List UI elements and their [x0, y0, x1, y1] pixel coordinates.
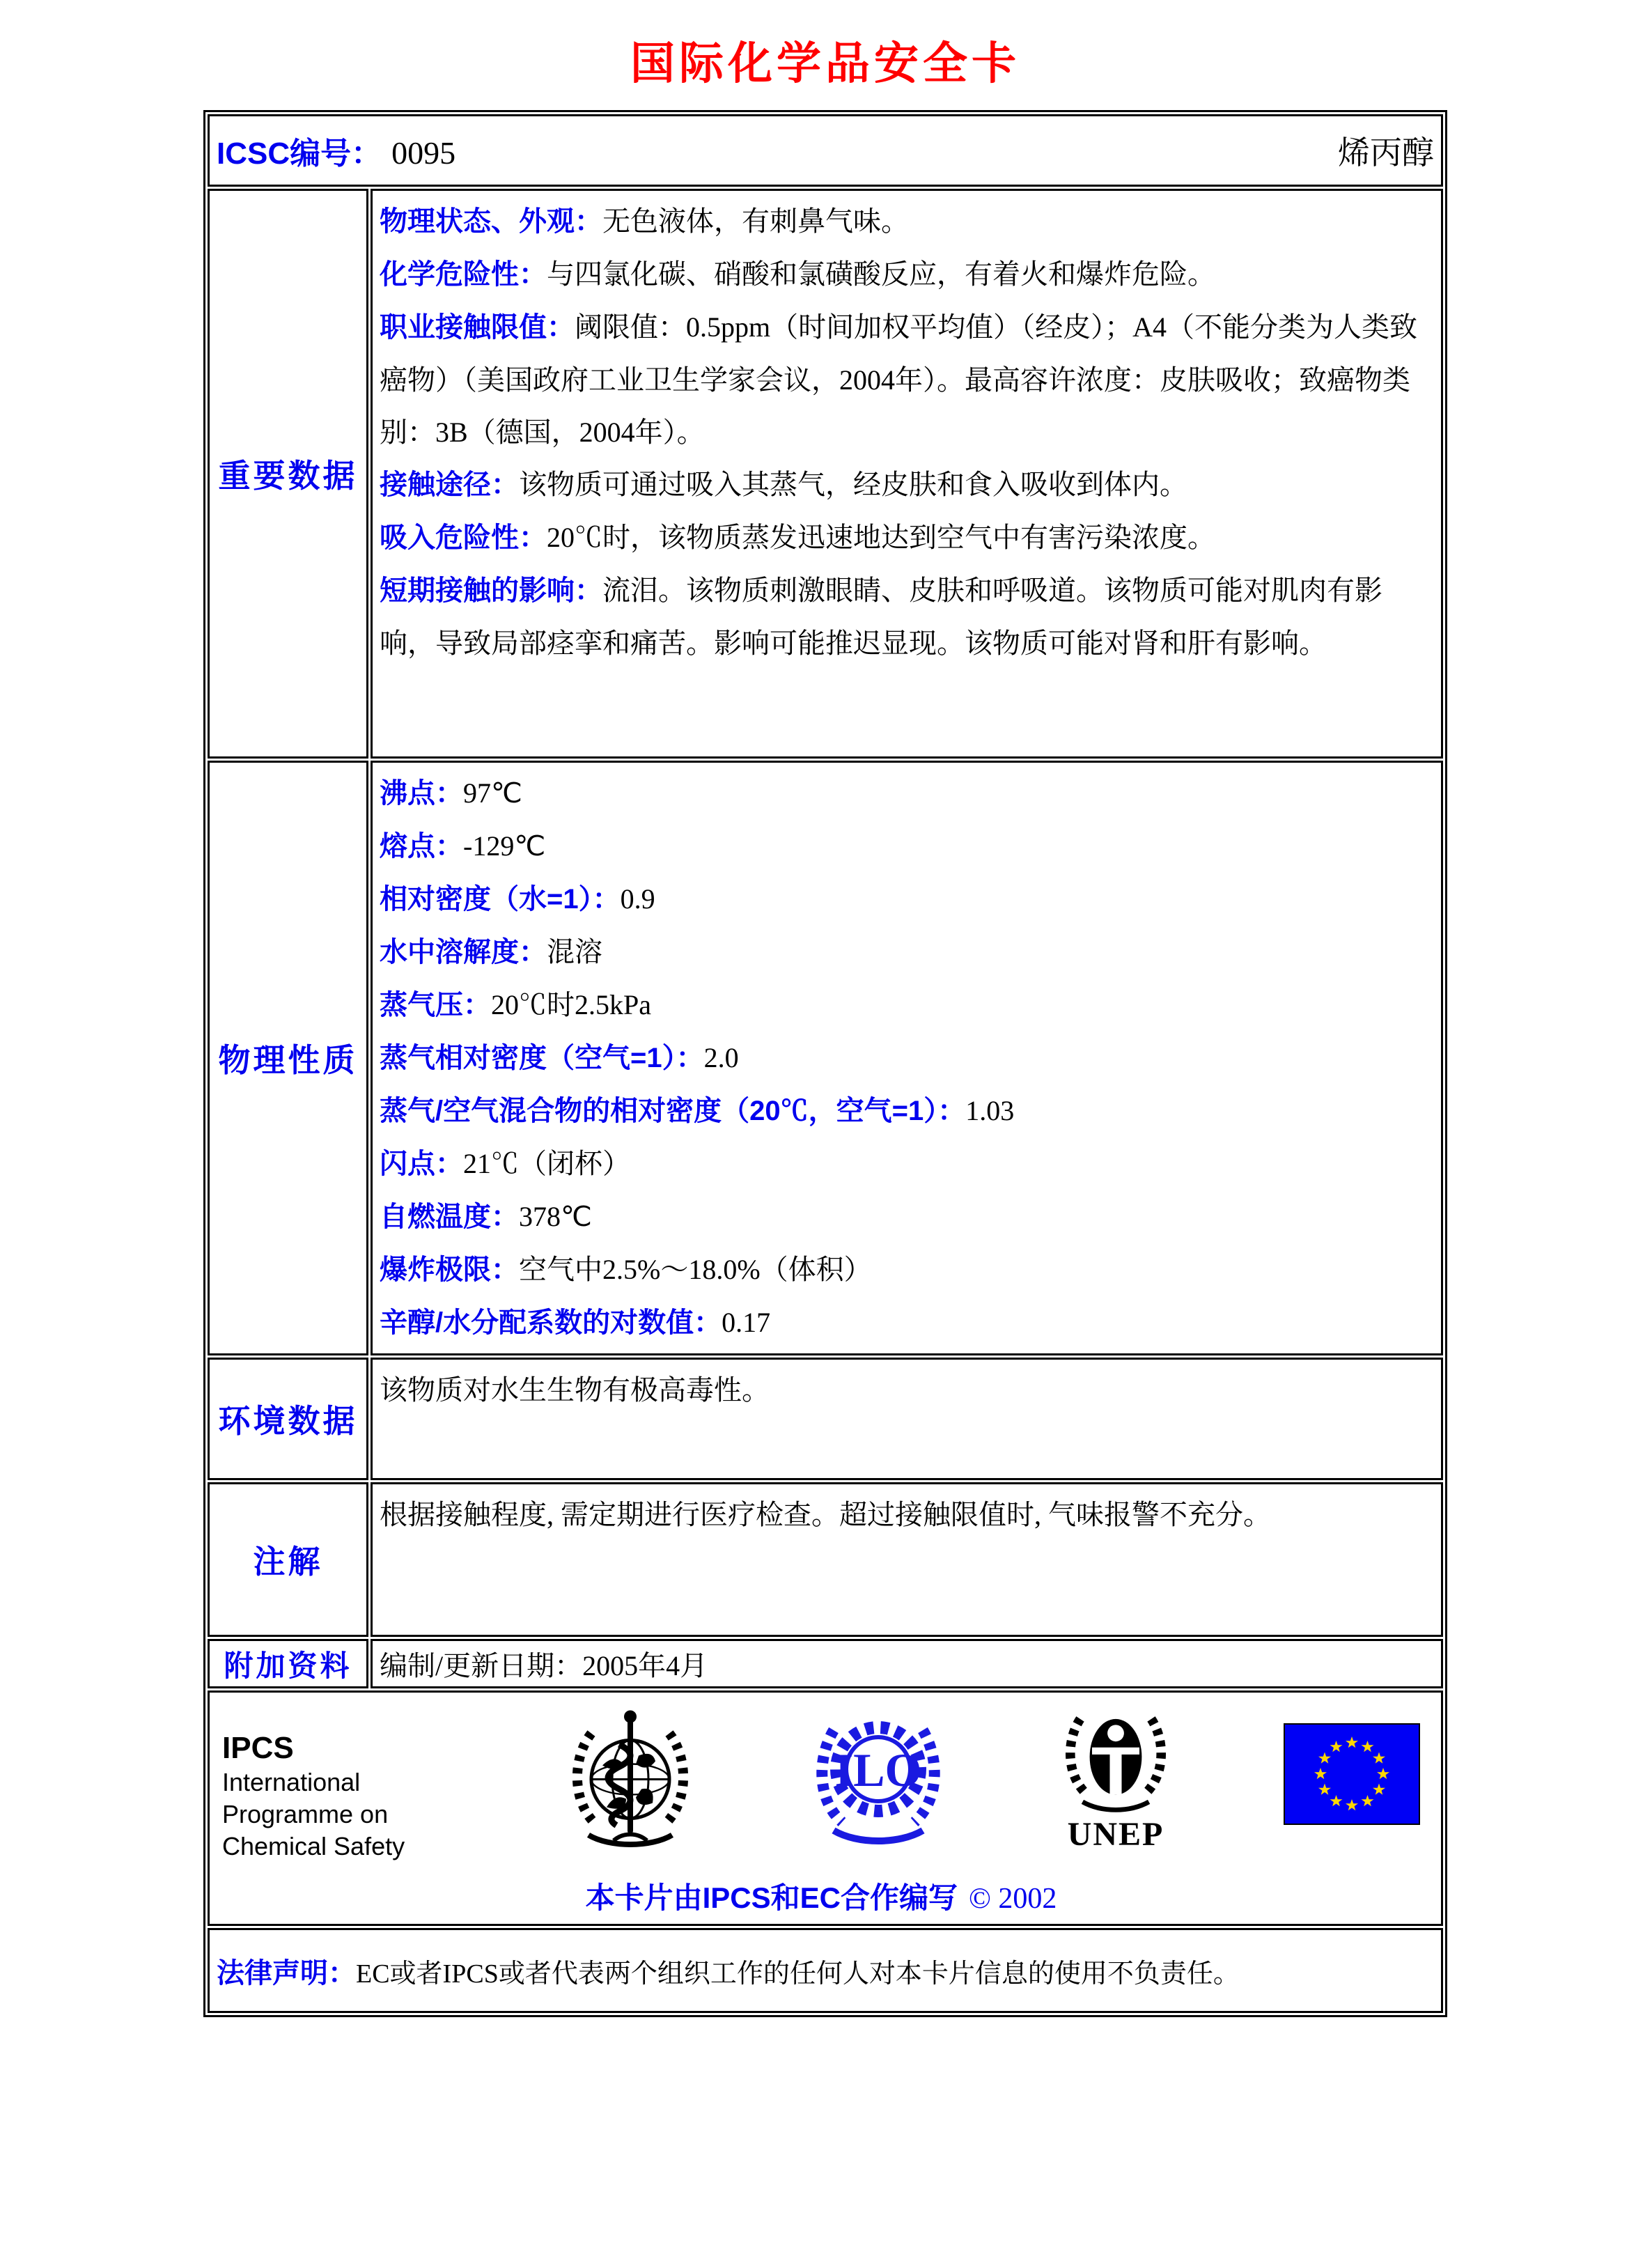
unep-logo-icon	[1057, 1702, 1175, 1814]
section-label-additional-information: 附加资料	[208, 1639, 368, 1688]
icsc-number-label: ICSC编号：	[217, 137, 382, 171]
physical-property: 蒸气相对密度（空气=1）：2.0	[380, 1042, 739, 1073]
section-content-important-data	[371, 189, 1443, 759]
ipcs-acronym: IPCS	[222, 1731, 294, 1765]
physical-property: 蒸气/空气混合物的相对密度（20℃，空气=1）：1.03	[380, 1095, 1015, 1126]
important-item: 物理状态、外观：无色液体，有刺鼻气味。	[380, 205, 909, 237]
chemical-name: 烯丙醇	[1338, 135, 1434, 171]
section-label-important-data: 重要数据	[208, 189, 368, 759]
physical-property: 辛醇/水分配系数的对数值：0.17	[380, 1307, 771, 1338]
eu-flag	[1284, 1702, 1420, 1825]
who-logo-icon	[561, 1702, 700, 1859]
page-title: 国际化学品安全卡	[630, 39, 1020, 88]
important-item: 化学危险性：与四氯化碳、硝酸和氯磺酸反应，有着火和爆炸危险。	[380, 258, 1215, 290]
section-label-notes: 注解	[208, 1482, 368, 1637]
credit-text: 本卡片由IPCS和EC合作编写	[585, 1881, 958, 1914]
notes-text: 根据接触程度, 需定期进行医疗检查。超过接触限值时, 气味报警不充分。	[380, 1499, 1271, 1530]
section-content-physical-properties	[371, 761, 1443, 1355]
physical-property: 闪点：21℃（闭杯）	[380, 1148, 630, 1179]
physical-property: 爆炸极限：空气中2.5%～18.0%（体积）	[380, 1254, 872, 1285]
important-item: 吸入危险性：20℃时，该物质蒸发迅速地达到空气中有害污染浓度。	[380, 522, 1215, 553]
unep-wordmark: UNEP	[1067, 1816, 1164, 1853]
physical-property: 水中溶解度：混溶	[380, 936, 602, 967]
section-content-additional-information	[371, 1639, 1443, 1688]
section-content-environmental-data	[371, 1358, 1443, 1480]
who-logo	[561, 1702, 700, 1859]
important-item: 职业接触限值：阈限值：0.5ppm（时间加权平均值）（经皮）；A4（不能分类为人类致癌物）（美国政府工业卫生学家会议，2004年）。最高容许浓度：皮肤吸收；致癌物类别：3B（德国，2004年）。	[380, 311, 1417, 448]
physical-property: 相对密度（水=1）：0.9	[380, 883, 655, 915]
important-item: 短期接触的影响：流泪。该物质刺激眼睛、皮肤和呼吸道。该物质可能对肌肉有影响，导致局部痉挛和痛苦。影响可能推迟显现。该物质可能对肾和肝有影响。	[380, 575, 1382, 659]
prepared-updated-date: 编制/更新日期：2005年4月	[380, 1650, 708, 1681]
credit-line	[222, 1875, 1420, 1917]
legal-notice-row	[208, 1928, 1443, 2013]
physical-property: 蒸气压：20℃时2.5kPa	[380, 989, 651, 1020]
section-label-physical-properties: 物理性质	[208, 761, 368, 1355]
physical-property: 熔点：-129℃	[380, 830, 546, 862]
legal-notice-label: 法律声明：	[217, 1957, 356, 1989]
icsc-number-value: 0095	[391, 135, 456, 171]
card-header-row	[208, 114, 1443, 187]
icsc-card-table	[203, 110, 1447, 2017]
copyright-text: © 2002	[968, 1883, 1057, 1915]
svg-text:ILO: ILO	[834, 1743, 922, 1796]
ilo-logo	[809, 1702, 948, 1849]
important-item: 接触途径：该物质可通过吸入其蒸气，经皮肤和食入吸收到体内。	[380, 469, 1187, 500]
section-content-notes	[371, 1482, 1443, 1637]
legal-notice-text: EC或者IPCS或者代表两个组织工作的任何人对本卡片信息的使用不负责任。	[356, 1959, 1240, 1989]
section-label-environmental-data: 环境数据	[208, 1358, 368, 1480]
ipcs-text-block: IPCS International Programme on Chemical Safety	[222, 1702, 452, 1863]
icsc-number	[217, 128, 455, 173]
eu-flag-icon	[1284, 1723, 1420, 1825]
unep-logo	[1057, 1702, 1175, 1853]
ilo-logo-icon	[809, 1702, 948, 1849]
physical-property: 自燃温度：378℃	[380, 1201, 592, 1232]
environmental-text: 该物质对水生生物有极高毒性。	[380, 1374, 770, 1406]
organizations-row	[208, 1690, 1443, 1926]
physical-property: 沸点：97℃	[380, 777, 522, 809]
